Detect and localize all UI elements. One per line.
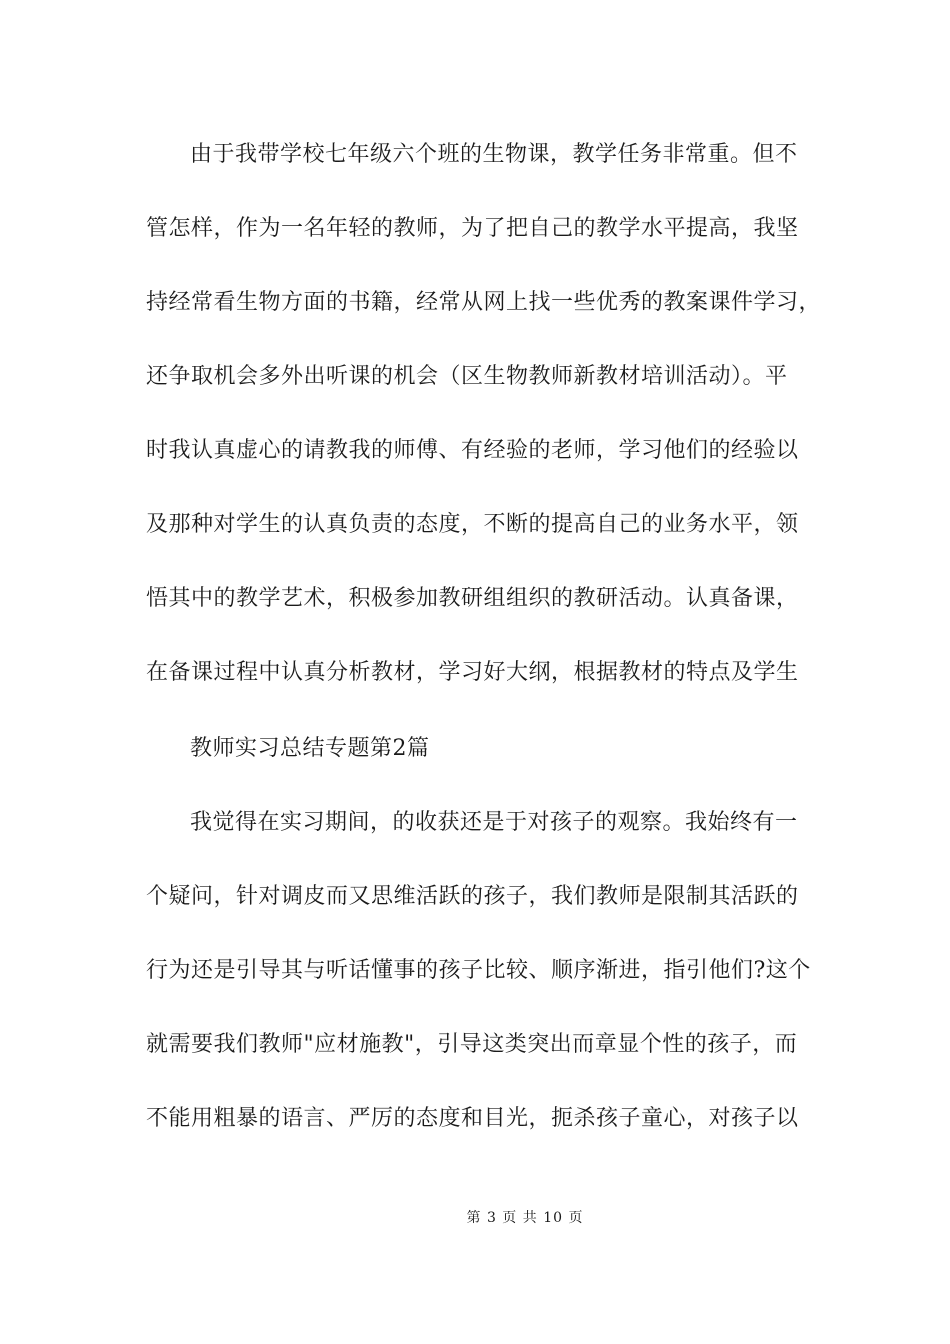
paragraph-1-line-2: 管怎样，作为一名年轻的教师，为了把自己的教学水平提高，我坚	[146, 216, 799, 241]
paragraph-1-line-6: 及那种对学生的认真负责的态度，不断的提高自己的业务水平，领	[146, 512, 799, 537]
paragraph-1-line-4: 还争取机会多外出听课的机会（区生物教师新教材培训活动）。平	[146, 364, 788, 389]
section-heading: 教师实习总结专题第2篇	[190, 736, 430, 761]
paragraph-2-line-1: 我觉得在实习期间，的收获还是于对孩子的观察。我始终有一	[190, 810, 798, 835]
paragraph-2-line-3: 行为还是引导其与听话懂事的孩子比较、顺序渐进，指引他们?这个	[146, 958, 811, 983]
paragraph-2-line-4: 就需要我们教师"应材施教"，引导这类突出而章显个性的孩子，而	[146, 1032, 798, 1057]
page-footer: 第 3 页 共 10 页	[466, 1210, 584, 1226]
paragraph-1-line-7: 悟其中的教学艺术，积极参加教研组组织的教研活动。认真备课，	[146, 586, 799, 611]
paragraph-1-line-1: 由于我带学校七年级六个班的生物课，教学任务非常重。但不	[190, 142, 798, 167]
paragraph-1-line-3: 持经常看生物方面的书籍，经常从网上找一些优秀的教案课件学习，	[146, 290, 822, 315]
paragraph-2-line-5: 不能用粗暴的语言、严厉的态度和目光，扼杀孩子童心，对孩子以	[146, 1106, 799, 1131]
paragraph-1-line-8: 在备课过程中认真分析教材，学习好大纲，根据教材的特点及学生	[146, 660, 799, 685]
paragraph-1-line-5: 时我认真虚心的请教我的师傅、有经验的老师，学习他们的经验以	[146, 438, 799, 463]
paragraph-2-line-2: 个疑问，针对调皮而又思维活跃的孩子，我们教师是限制其活跃的	[146, 884, 799, 909]
